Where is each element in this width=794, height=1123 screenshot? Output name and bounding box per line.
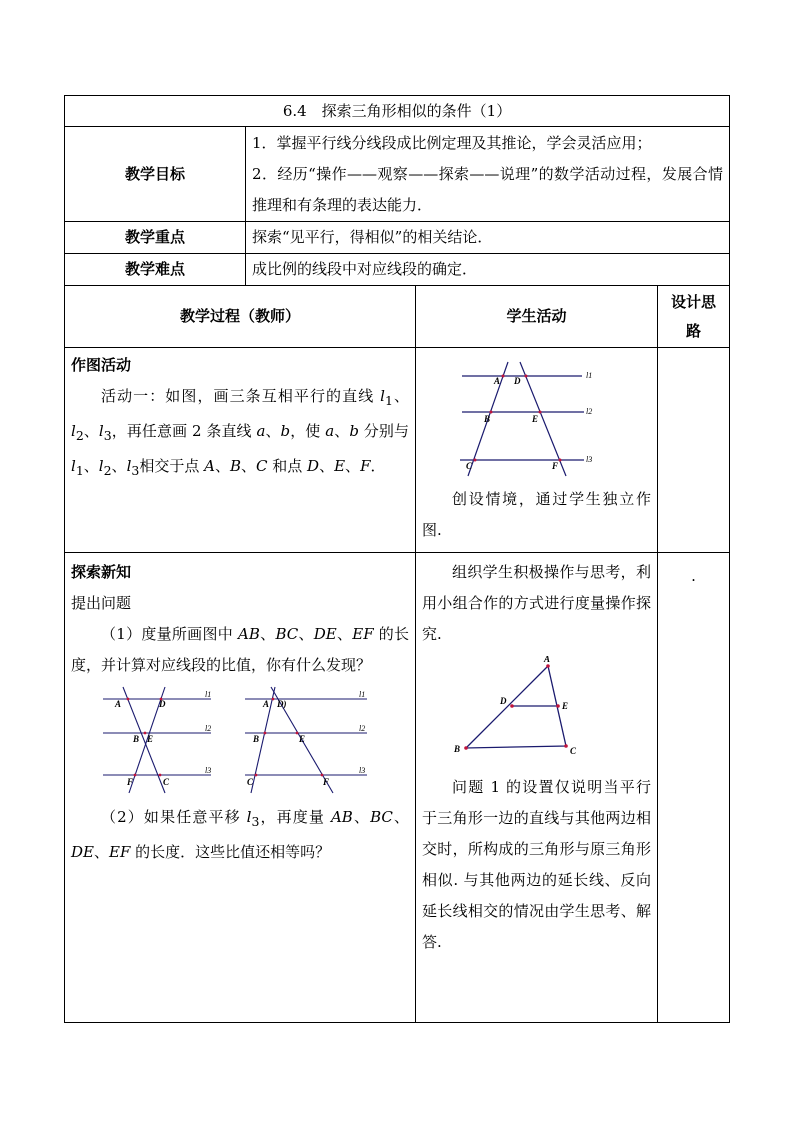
drawing-activity-design-cell	[658, 348, 730, 553]
subscript: 2	[103, 463, 112, 478]
triangle-abc	[466, 666, 569, 748]
point-d-dot	[525, 375, 528, 378]
text-part: 、	[352, 808, 371, 826]
label-c: C	[163, 777, 170, 787]
point-c-dot	[159, 774, 162, 777]
label-a: A	[494, 376, 501, 386]
label-a: A	[263, 699, 270, 709]
label-b: B	[484, 414, 491, 424]
label-f: F	[127, 777, 134, 787]
math-l: l	[71, 457, 76, 475]
subscript: 2	[75, 428, 84, 443]
seg-de: DE	[313, 625, 337, 643]
text-part: 、	[265, 422, 281, 440]
text-part: 、	[392, 808, 409, 826]
text-part: （1）度量所画图中	[101, 625, 239, 643]
text-part: 、	[111, 457, 127, 475]
text-part: 、	[298, 625, 314, 643]
text-part: （2）如果任意平移	[101, 808, 247, 826]
label-d: D	[500, 696, 507, 706]
subscript: 1	[75, 463, 84, 478]
question-2	[71, 802, 409, 868]
math-l: l	[246, 808, 252, 826]
text-part: ，使	[290, 422, 326, 440]
subscript: 3	[131, 463, 140, 478]
label-l1: l1	[359, 690, 366, 699]
subscript: 3	[251, 814, 260, 829]
text-part: 、	[93, 843, 109, 861]
text-part: 、	[392, 387, 409, 405]
label-e: E	[562, 701, 569, 711]
label-l2: l2	[205, 724, 211, 733]
point-b-dot	[264, 732, 267, 735]
point-a-dot	[127, 698, 130, 701]
key-point-text: 探索“见平行，得相似”的相关结论．	[246, 222, 730, 254]
math-l: l	[71, 422, 76, 440]
label-l2: l2	[359, 724, 366, 733]
point-c-dot	[564, 744, 568, 748]
seg-bc: BC	[275, 625, 299, 643]
point-f-dot	[559, 459, 562, 462]
text-part: 、	[214, 457, 230, 475]
text-part: 分别与	[358, 422, 409, 440]
subscript: 1	[384, 393, 393, 408]
text-part: ，再度量	[259, 808, 331, 826]
drawing-activity-heading: 作图活动	[71, 356, 132, 374]
difficulty-label: 教学难点	[65, 254, 246, 286]
text-part: 、	[334, 422, 350, 440]
design-idea-header: 设计思路	[658, 286, 730, 348]
point-be-dot	[144, 732, 147, 735]
text-part: 、	[336, 625, 353, 643]
text-part: ，再任意画 2 条直线	[111, 422, 257, 440]
seg-ef: EF	[109, 843, 131, 861]
point-f-dot	[134, 774, 137, 777]
text-part: 的长度，并计算对应线段的比值，你有什么发现？	[71, 625, 409, 674]
point-c-dot	[255, 774, 258, 777]
objective-content	[246, 127, 730, 222]
seg-ef: EF	[352, 625, 374, 643]
question-1	[71, 619, 409, 681]
point-e-dot	[556, 704, 560, 708]
label-b: B	[133, 734, 140, 744]
label-a: A	[544, 656, 551, 664]
explore-student-cell	[416, 553, 658, 1023]
key-point-label: 教学重点	[65, 222, 246, 254]
point-a: A	[204, 457, 215, 475]
point-f: F	[360, 457, 371, 475]
text-part: 、	[259, 625, 276, 643]
seg-bc: BC	[370, 808, 393, 826]
point-a-dot	[546, 664, 550, 668]
drawing-activity-cell	[65, 348, 416, 553]
student-activity-header: 学生活动	[416, 286, 658, 348]
math-l: l	[380, 387, 385, 405]
math-l: l	[98, 422, 104, 440]
drawing-activity-student-cell	[416, 348, 658, 553]
point-ad-dot	[272, 698, 275, 701]
objective-label: 教学目标	[65, 127, 246, 222]
label-d: D)	[277, 699, 287, 709]
label-f: F	[323, 777, 330, 787]
math-l: l	[126, 457, 132, 475]
explore-subheading: 提出问题	[71, 594, 132, 612]
subscript: 3	[103, 428, 112, 443]
label-f: F	[552, 461, 559, 471]
explore-cell	[65, 553, 416, 1023]
math-a: a	[256, 422, 266, 440]
math-l: l	[98, 457, 104, 475]
label-l1: l1	[586, 371, 593, 380]
explore-heading: 探索新知	[71, 563, 132, 581]
point-e: E	[334, 457, 346, 475]
difficulty-text: 成比例的线段中对应线段的确定．	[246, 254, 730, 286]
text-part: 、	[319, 457, 335, 475]
objective-item-2: 2．经历“操作——观察——探索——说理”的数学活动过程，发展合情推理和有条理的表达能力．	[252, 164, 724, 214]
parallel-lines-figure-1	[422, 352, 652, 478]
label-l3: l3	[586, 455, 593, 464]
text-part: 、	[83, 457, 99, 475]
explore-student-text-1: 组织学生积极操作与思考，利用小组合作的方式进行度量操作探究.	[422, 563, 651, 643]
text-part: 和点	[267, 457, 308, 475]
point-f-dot	[321, 774, 324, 777]
lesson-plan-sheet	[64, 95, 729, 1023]
label-l3: l3	[205, 766, 211, 775]
label-a: A	[115, 699, 122, 709]
point-b-dot	[464, 746, 468, 750]
parallel-lines-figure-2	[71, 683, 211, 798]
parallel-lines-figure-3	[223, 683, 373, 798]
label-d: D	[159, 699, 166, 709]
label-l3: l3	[359, 766, 366, 775]
label-b: B	[253, 734, 260, 744]
teacher-process-header: 教学过程（教师）	[65, 286, 416, 348]
math-b: b	[280, 422, 291, 440]
label-c: C	[570, 746, 577, 756]
explore-design-cell	[658, 553, 730, 1023]
triangle-figure	[452, 656, 632, 768]
label-c: C	[247, 777, 254, 787]
explore-student-text-2: 问题 1 的设置仅说明当平行于三角形一边的直线与其他两边相交时，所构成的三角形与原三角形相似. 与其他两边的延长线、反向延长线相交的情况由学生思考、解答.	[422, 778, 651, 951]
design-mark: .	[691, 567, 696, 585]
point-e-dot	[296, 732, 299, 735]
label-c: C	[466, 461, 473, 471]
label-e: E	[532, 414, 539, 424]
label-l2: l2	[586, 407, 593, 416]
math-b: b	[349, 422, 359, 440]
text-part: 、	[345, 457, 361, 475]
label-d: D	[514, 376, 521, 386]
drawing-activity-text	[71, 381, 409, 486]
seg-ab: AB	[330, 808, 353, 826]
lesson-plan-table	[64, 95, 730, 1023]
point-e-dot	[539, 411, 542, 414]
point-c-dot	[474, 459, 477, 462]
point-a-dot	[502, 375, 505, 378]
text-part: 相交于点	[139, 457, 205, 475]
text-part: 的长度．这些比值还相等吗？	[130, 843, 331, 861]
point-c: C	[256, 457, 268, 475]
objective-item-1: 1．掌握平行线分线段成比例定理及其推论，学会灵活应用；	[252, 133, 652, 152]
point-d-dot	[510, 704, 514, 708]
label-b: B	[454, 744, 461, 754]
text-part: ．	[370, 457, 386, 475]
seg-de: DE	[71, 843, 94, 861]
label-e: E	[147, 734, 154, 744]
drawing-activity-student-text: 创设情境，通过学生独立作图.	[422, 490, 651, 539]
text-part: 、	[241, 457, 257, 475]
text-part: 、	[83, 422, 99, 440]
page-title: 6.4 探索三角形相似的条件（1）	[65, 96, 730, 127]
point-b: B	[229, 457, 241, 475]
math-a: a	[325, 422, 335, 440]
label-l1: l1	[205, 690, 211, 699]
question-1-figures	[71, 683, 409, 798]
label-e: E	[299, 734, 306, 744]
seg-ab: AB	[238, 625, 260, 643]
text-part: 活动一：如图，画三条互相平行的直线	[101, 387, 381, 405]
point-d: D	[307, 457, 320, 475]
